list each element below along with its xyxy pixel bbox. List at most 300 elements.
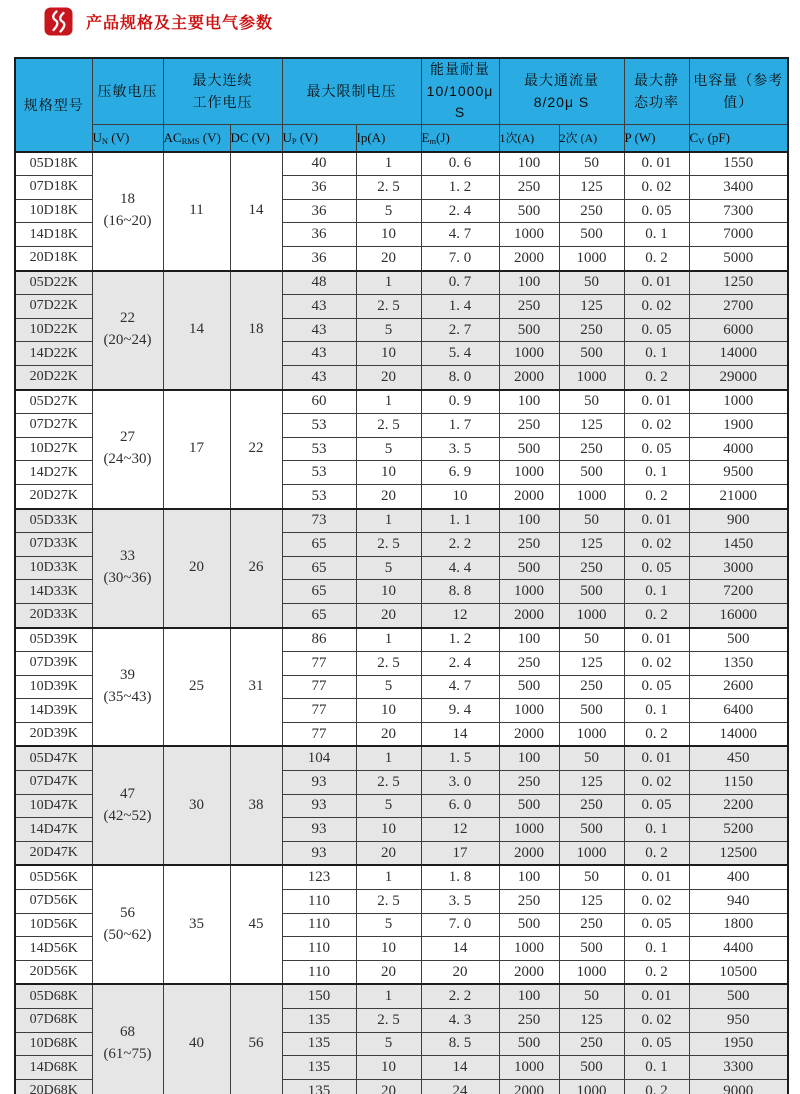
capacitance-cell: 5000 (689, 247, 788, 271)
capacitance-cell: 500 (689, 628, 788, 652)
up-cell: 53 (282, 461, 356, 485)
model-cell: 20D68K (15, 1080, 92, 1094)
up-cell: 36 (282, 175, 356, 199)
spec-table (14, 57, 789, 1094)
dc-cell: 31 (230, 628, 282, 747)
surge2-cell: 1000 (559, 1080, 624, 1094)
surge2-cell: 125 (559, 413, 624, 437)
capacitance-cell: 940 (689, 889, 788, 913)
power-cell: 0. 2 (624, 842, 689, 866)
em-cell: 2. 2 (421, 532, 499, 556)
em-cell: 10 (421, 485, 499, 509)
capacitance-cell: 950 (689, 1008, 788, 1032)
surge2-cell: 1000 (559, 961, 624, 985)
surge1-cell: 100 (499, 984, 559, 1008)
capacitance-cell: 3400 (689, 175, 788, 199)
capacitance-cell: 900 (689, 509, 788, 533)
surge1-cell: 100 (499, 271, 559, 295)
ac-rms-cell: 14 (163, 271, 230, 390)
surge2-cell: 500 (559, 342, 624, 366)
model-cell: 07D18K (15, 175, 92, 199)
dc-cell: 22 (230, 390, 282, 509)
varistor-voltage-range: (24~30) (103, 451, 152, 468)
up-cell: 65 (282, 580, 356, 604)
ac-rms-cell: 11 (163, 152, 230, 271)
model-cell: 10D47K (15, 794, 92, 818)
varistor-voltage-range: (50~62) (103, 926, 152, 943)
model-cell: 20D33K (15, 604, 92, 628)
surge1-cell: 1000 (499, 580, 559, 604)
surge2-cell: 50 (559, 509, 624, 533)
em-cell: 1. 8 (421, 865, 499, 889)
surge2-cell: 500 (559, 580, 624, 604)
em-cell: 3. 5 (421, 889, 499, 913)
up-cell: 36 (282, 199, 356, 223)
em-cell: 4. 7 (421, 675, 499, 699)
capacitance-cell: 5200 (689, 818, 788, 842)
surge2-cell: 250 (559, 913, 624, 937)
ip-cell: 20 (356, 485, 421, 509)
subheader-p-w: P (W) (624, 125, 689, 152)
surge1-cell: 2000 (499, 842, 559, 866)
model-cell: 10D18K (15, 199, 92, 223)
model-cell: 20D56K (15, 961, 92, 985)
ip-cell: 5 (356, 556, 421, 580)
ip-cell: 5 (356, 199, 421, 223)
dc-cell: 14 (230, 152, 282, 271)
surge1-cell: 500 (499, 675, 559, 699)
ac-rms-cell: 30 (163, 746, 230, 865)
up-cell: 110 (282, 937, 356, 961)
up-cell: 93 (282, 818, 356, 842)
surge2-cell: 500 (559, 818, 624, 842)
surge2-cell: 50 (559, 152, 624, 176)
model-cell: 07D68K (15, 1008, 92, 1032)
em-cell: 8. 0 (421, 366, 499, 390)
surge2-cell: 500 (559, 1056, 624, 1080)
surge2-cell: 125 (559, 175, 624, 199)
varistor-voltage-range: (42~52) (103, 807, 152, 824)
power-cell: 0. 02 (624, 413, 689, 437)
ac-rms-cell: 40 (163, 984, 230, 1094)
power-cell: 0. 01 (624, 152, 689, 176)
ac-rms-cell: 25 (163, 628, 230, 747)
capacitance-cell: 1000 (689, 390, 788, 414)
ip-cell: 2. 5 (356, 413, 421, 437)
power-cell: 0. 01 (624, 628, 689, 652)
model-cell: 20D39K (15, 723, 92, 747)
power-cell: 0. 2 (624, 485, 689, 509)
surge1-cell: 2000 (499, 961, 559, 985)
capacitance-cell: 9000 (689, 1080, 788, 1094)
subheader-surge-2nd-a: 2次 (A) (559, 125, 624, 152)
varistor-voltage-cell (92, 984, 163, 1094)
surge2-cell: 125 (559, 532, 624, 556)
em-cell: 4. 7 (421, 223, 499, 247)
up-cell: 53 (282, 485, 356, 509)
model-cell: 07D47K (15, 770, 92, 794)
surge1-cell: 1000 (499, 461, 559, 485)
subheader-surge-1st-a: 1次(A) (499, 125, 559, 152)
surge1-cell: 500 (499, 199, 559, 223)
capacitance-cell: 4000 (689, 437, 788, 461)
model-cell: 05D47K (15, 746, 92, 770)
model-cell: 05D33K (15, 509, 92, 533)
up-cell: 150 (282, 984, 356, 1008)
surge2-cell: 250 (559, 318, 624, 342)
capacitance-cell: 1350 (689, 651, 788, 675)
power-cell: 0. 1 (624, 223, 689, 247)
capacitance-cell: 7200 (689, 580, 788, 604)
varistor-voltage-cell (92, 390, 163, 509)
surge1-cell: 250 (499, 770, 559, 794)
power-cell: 0. 02 (624, 294, 689, 318)
power-cell: 0. 01 (624, 746, 689, 770)
varistor-voltage-value: 27 (120, 429, 135, 446)
up-cell: 65 (282, 532, 356, 556)
table-row (15, 509, 788, 533)
ip-cell: 1 (356, 509, 421, 533)
em-cell: 24 (421, 1080, 499, 1094)
capacitance-cell: 2200 (689, 794, 788, 818)
surge1-cell: 500 (499, 556, 559, 580)
capacitance-cell: 400 (689, 865, 788, 889)
surge2-cell: 1000 (559, 604, 624, 628)
surge1-cell: 100 (499, 509, 559, 533)
surge2-cell: 250 (559, 675, 624, 699)
up-cell: 53 (282, 437, 356, 461)
capacitance-cell: 21000 (689, 485, 788, 509)
em-cell: 5. 4 (421, 342, 499, 366)
table-row (15, 152, 788, 176)
capacitance-cell: 29000 (689, 366, 788, 390)
surge1-cell: 100 (499, 152, 559, 176)
up-cell: 43 (282, 342, 356, 366)
varistor-voltage-value: 33 (120, 548, 135, 565)
capacitance-cell: 3000 (689, 556, 788, 580)
varistor-voltage-range: (16~20) (103, 213, 152, 230)
em-cell: 3. 5 (421, 437, 499, 461)
power-cell: 0. 05 (624, 675, 689, 699)
surge2-cell: 50 (559, 746, 624, 770)
power-cell: 0. 05 (624, 437, 689, 461)
varistor-voltage-cell (92, 865, 163, 984)
ip-cell: 20 (356, 604, 421, 628)
capacitance-cell: 7000 (689, 223, 788, 247)
surge2-cell: 50 (559, 984, 624, 1008)
ip-cell: 10 (356, 223, 421, 247)
header-capacitance: 电容量（参考 值） (689, 58, 788, 125)
model-cell: 20D27K (15, 485, 92, 509)
up-cell: 43 (282, 366, 356, 390)
dc-cell: 56 (230, 984, 282, 1094)
surge1-cell: 2000 (499, 1080, 559, 1094)
model-cell: 14D68K (15, 1056, 92, 1080)
ip-cell: 2. 5 (356, 532, 421, 556)
em-cell: 0. 9 (421, 390, 499, 414)
model-cell: 05D68K (15, 984, 92, 1008)
surge1-cell: 250 (499, 175, 559, 199)
page-title: 产品规格及主要电气参数 (86, 15, 274, 32)
power-cell: 0. 01 (624, 865, 689, 889)
up-cell: 123 (282, 865, 356, 889)
ac-rms-cell: 35 (163, 865, 230, 984)
power-cell: 0. 1 (624, 1056, 689, 1080)
surge2-cell: 125 (559, 889, 624, 913)
up-cell: 135 (282, 1008, 356, 1032)
power-cell: 0. 01 (624, 390, 689, 414)
model-cell: 14D47K (15, 818, 92, 842)
surge1-cell: 100 (499, 390, 559, 414)
up-cell: 65 (282, 556, 356, 580)
model-cell: 07D39K (15, 651, 92, 675)
surge1-cell: 250 (499, 889, 559, 913)
surge2-cell: 500 (559, 461, 624, 485)
capacitance-cell: 1550 (689, 152, 788, 176)
surge1-cell: 2000 (499, 485, 559, 509)
capacitance-cell: 1250 (689, 271, 788, 295)
up-cell: 77 (282, 699, 356, 723)
ip-cell: 10 (356, 342, 421, 366)
up-cell: 73 (282, 509, 356, 533)
power-cell: 0. 02 (624, 770, 689, 794)
up-cell: 135 (282, 1056, 356, 1080)
model-cell: 14D27K (15, 461, 92, 485)
model-cell: 14D33K (15, 580, 92, 604)
table-row (15, 865, 788, 889)
surge1-cell: 1000 (499, 818, 559, 842)
power-cell: 0. 1 (624, 580, 689, 604)
capacitance-cell: 6000 (689, 318, 788, 342)
surge1-cell: 500 (499, 913, 559, 937)
varistor-voltage-cell (92, 509, 163, 628)
surge2-cell: 250 (559, 794, 624, 818)
em-cell: 7. 0 (421, 247, 499, 271)
model-cell: 14D56K (15, 937, 92, 961)
power-cell: 0. 1 (624, 818, 689, 842)
header-varistor-voltage: 压敏电压 (92, 58, 163, 125)
em-cell: 14 (421, 723, 499, 747)
ip-cell: 1 (356, 628, 421, 652)
ip-cell: 10 (356, 580, 421, 604)
model-cell: 07D27K (15, 413, 92, 437)
ip-cell: 20 (356, 1080, 421, 1094)
power-cell: 0. 2 (624, 604, 689, 628)
em-cell: 7. 0 (421, 913, 499, 937)
ac-rms-cell: 17 (163, 390, 230, 509)
table-row (15, 271, 788, 295)
header-energy-tolerance: 能量耐量 10/1000μ S (421, 58, 499, 125)
capacitance-cell: 7300 (689, 199, 788, 223)
ip-cell: 2. 5 (356, 651, 421, 675)
up-cell: 40 (282, 152, 356, 176)
power-cell: 0. 02 (624, 1008, 689, 1032)
varistor-voltage-value: 68 (120, 1024, 135, 1041)
ip-cell: 10 (356, 461, 421, 485)
model-cell: 05D56K (15, 865, 92, 889)
em-cell: 1. 7 (421, 413, 499, 437)
em-cell: 0. 7 (421, 271, 499, 295)
model-cell: 20D18K (15, 247, 92, 271)
capacitance-cell: 500 (689, 984, 788, 1008)
em-cell: 6. 0 (421, 794, 499, 818)
ip-cell: 20 (356, 842, 421, 866)
surge2-cell: 125 (559, 294, 624, 318)
power-cell: 0. 2 (624, 1080, 689, 1094)
varistor-voltage-value: 22 (120, 310, 135, 327)
model-cell: 14D39K (15, 699, 92, 723)
model-cell: 20D47K (15, 842, 92, 866)
subheader-cv-pf: $C_V$ (pF) (689, 125, 788, 152)
surge1-cell: 100 (499, 746, 559, 770)
up-cell: 77 (282, 675, 356, 699)
model-cell: 05D22K (15, 271, 92, 295)
em-cell: 2. 7 (421, 318, 499, 342)
ip-cell: 2. 5 (356, 175, 421, 199)
surge1-cell: 250 (499, 413, 559, 437)
up-cell: 60 (282, 390, 356, 414)
capacitance-cell: 1150 (689, 770, 788, 794)
ip-cell: 20 (356, 366, 421, 390)
em-cell: 12 (421, 818, 499, 842)
em-cell: 14 (421, 937, 499, 961)
em-cell: 8. 8 (421, 580, 499, 604)
ip-cell: 5 (356, 437, 421, 461)
surge2-cell: 250 (559, 556, 624, 580)
power-cell: 0. 02 (624, 889, 689, 913)
up-cell: 48 (282, 271, 356, 295)
em-cell: 8. 5 (421, 1032, 499, 1056)
power-cell: 0. 2 (624, 366, 689, 390)
model-cell: 10D27K (15, 437, 92, 461)
varistor-voltage-value: 56 (120, 905, 135, 922)
surge1-cell: 500 (499, 794, 559, 818)
surge1-cell: 250 (499, 532, 559, 556)
ip-cell: 2. 5 (356, 770, 421, 794)
model-cell: 10D56K (15, 913, 92, 937)
varistor-voltage-range: (35~43) (103, 688, 152, 705)
header-max-clamping-voltage: 最大限制电压 (282, 58, 421, 125)
ac-rms-cell: 20 (163, 509, 230, 628)
em-cell: 3. 0 (421, 770, 499, 794)
capacitance-cell: 3300 (689, 1056, 788, 1080)
ip-cell: 1 (356, 984, 421, 1008)
surge2-cell: 125 (559, 1008, 624, 1032)
power-cell: 0. 01 (624, 271, 689, 295)
surge1-cell: 1000 (499, 342, 559, 366)
section-title-row (44, 7, 273, 36)
em-cell: 1. 2 (421, 175, 499, 199)
power-cell: 0. 2 (624, 247, 689, 271)
surge2-cell: 1000 (559, 247, 624, 271)
power-cell: 0. 05 (624, 318, 689, 342)
up-cell: 86 (282, 628, 356, 652)
dc-cell: 18 (230, 271, 282, 390)
table-row (15, 746, 788, 770)
power-cell: 0. 1 (624, 937, 689, 961)
brand-logo-icon (44, 7, 73, 36)
capacitance-cell: 1950 (689, 1032, 788, 1056)
power-cell: 0. 02 (624, 175, 689, 199)
model-cell: 10D22K (15, 318, 92, 342)
surge1-cell: 1000 (499, 699, 559, 723)
ip-cell: 1 (356, 746, 421, 770)
ip-cell: 10 (356, 699, 421, 723)
model-cell: 07D56K (15, 889, 92, 913)
model-cell: 20D22K (15, 366, 92, 390)
ip-cell: 10 (356, 937, 421, 961)
ip-cell: 5 (356, 913, 421, 937)
capacitance-cell: 6400 (689, 699, 788, 723)
up-cell: 36 (282, 223, 356, 247)
ip-cell: 10 (356, 818, 421, 842)
model-cell: 10D39K (15, 675, 92, 699)
up-cell: 104 (282, 746, 356, 770)
model-cell: 14D22K (15, 342, 92, 366)
surge1-cell: 2000 (499, 366, 559, 390)
em-cell: 17 (421, 842, 499, 866)
capacitance-cell: 1800 (689, 913, 788, 937)
em-cell: 4. 3 (421, 1008, 499, 1032)
up-cell: 93 (282, 794, 356, 818)
surge1-cell: 100 (499, 628, 559, 652)
varistor-voltage-value: 18 (120, 191, 135, 208)
em-cell: 4. 4 (421, 556, 499, 580)
subheader-ac-rms-v: $AC_{RMS}$ (V) (163, 125, 230, 152)
up-cell: 43 (282, 318, 356, 342)
surge2-cell: 50 (559, 390, 624, 414)
varistor-voltage-cell (92, 628, 163, 747)
power-cell: 0. 1 (624, 699, 689, 723)
table-row (15, 390, 788, 414)
varistor-voltage-value: 39 (120, 667, 135, 684)
ip-cell: 1 (356, 390, 421, 414)
em-cell: 12 (421, 604, 499, 628)
dc-cell: 26 (230, 509, 282, 628)
ip-cell: 5 (356, 794, 421, 818)
surge2-cell: 250 (559, 437, 624, 461)
header-model: 规格型号 (15, 58, 92, 152)
surge1-cell: 500 (499, 437, 559, 461)
surge2-cell: 250 (559, 1032, 624, 1056)
ip-cell: 2. 5 (356, 294, 421, 318)
dc-cell: 45 (230, 865, 282, 984)
ip-cell: 1 (356, 152, 421, 176)
power-cell: 0. 05 (624, 794, 689, 818)
up-cell: 93 (282, 770, 356, 794)
ip-cell: 2. 5 (356, 889, 421, 913)
capacitance-cell: 1900 (689, 413, 788, 437)
model-cell: 05D27K (15, 390, 92, 414)
power-cell: 0. 02 (624, 651, 689, 675)
ip-cell: 1 (356, 271, 421, 295)
power-cell: 0. 02 (624, 532, 689, 556)
surge2-cell: 1000 (559, 842, 624, 866)
em-cell: 1. 5 (421, 746, 499, 770)
table-row (15, 984, 788, 1008)
header-row-units (15, 125, 788, 152)
power-cell: 0. 01 (624, 509, 689, 533)
ip-cell: 2. 5 (356, 1008, 421, 1032)
subheader-em-j: $E_m(J)$ (421, 125, 499, 152)
surge1-cell: 250 (499, 651, 559, 675)
up-cell: 65 (282, 604, 356, 628)
subheader-up-v: $U_P$ (V) (282, 125, 356, 152)
em-cell: 1. 2 (421, 628, 499, 652)
power-cell: 0. 05 (624, 556, 689, 580)
up-cell: 36 (282, 247, 356, 271)
surge1-cell: 1000 (499, 1056, 559, 1080)
